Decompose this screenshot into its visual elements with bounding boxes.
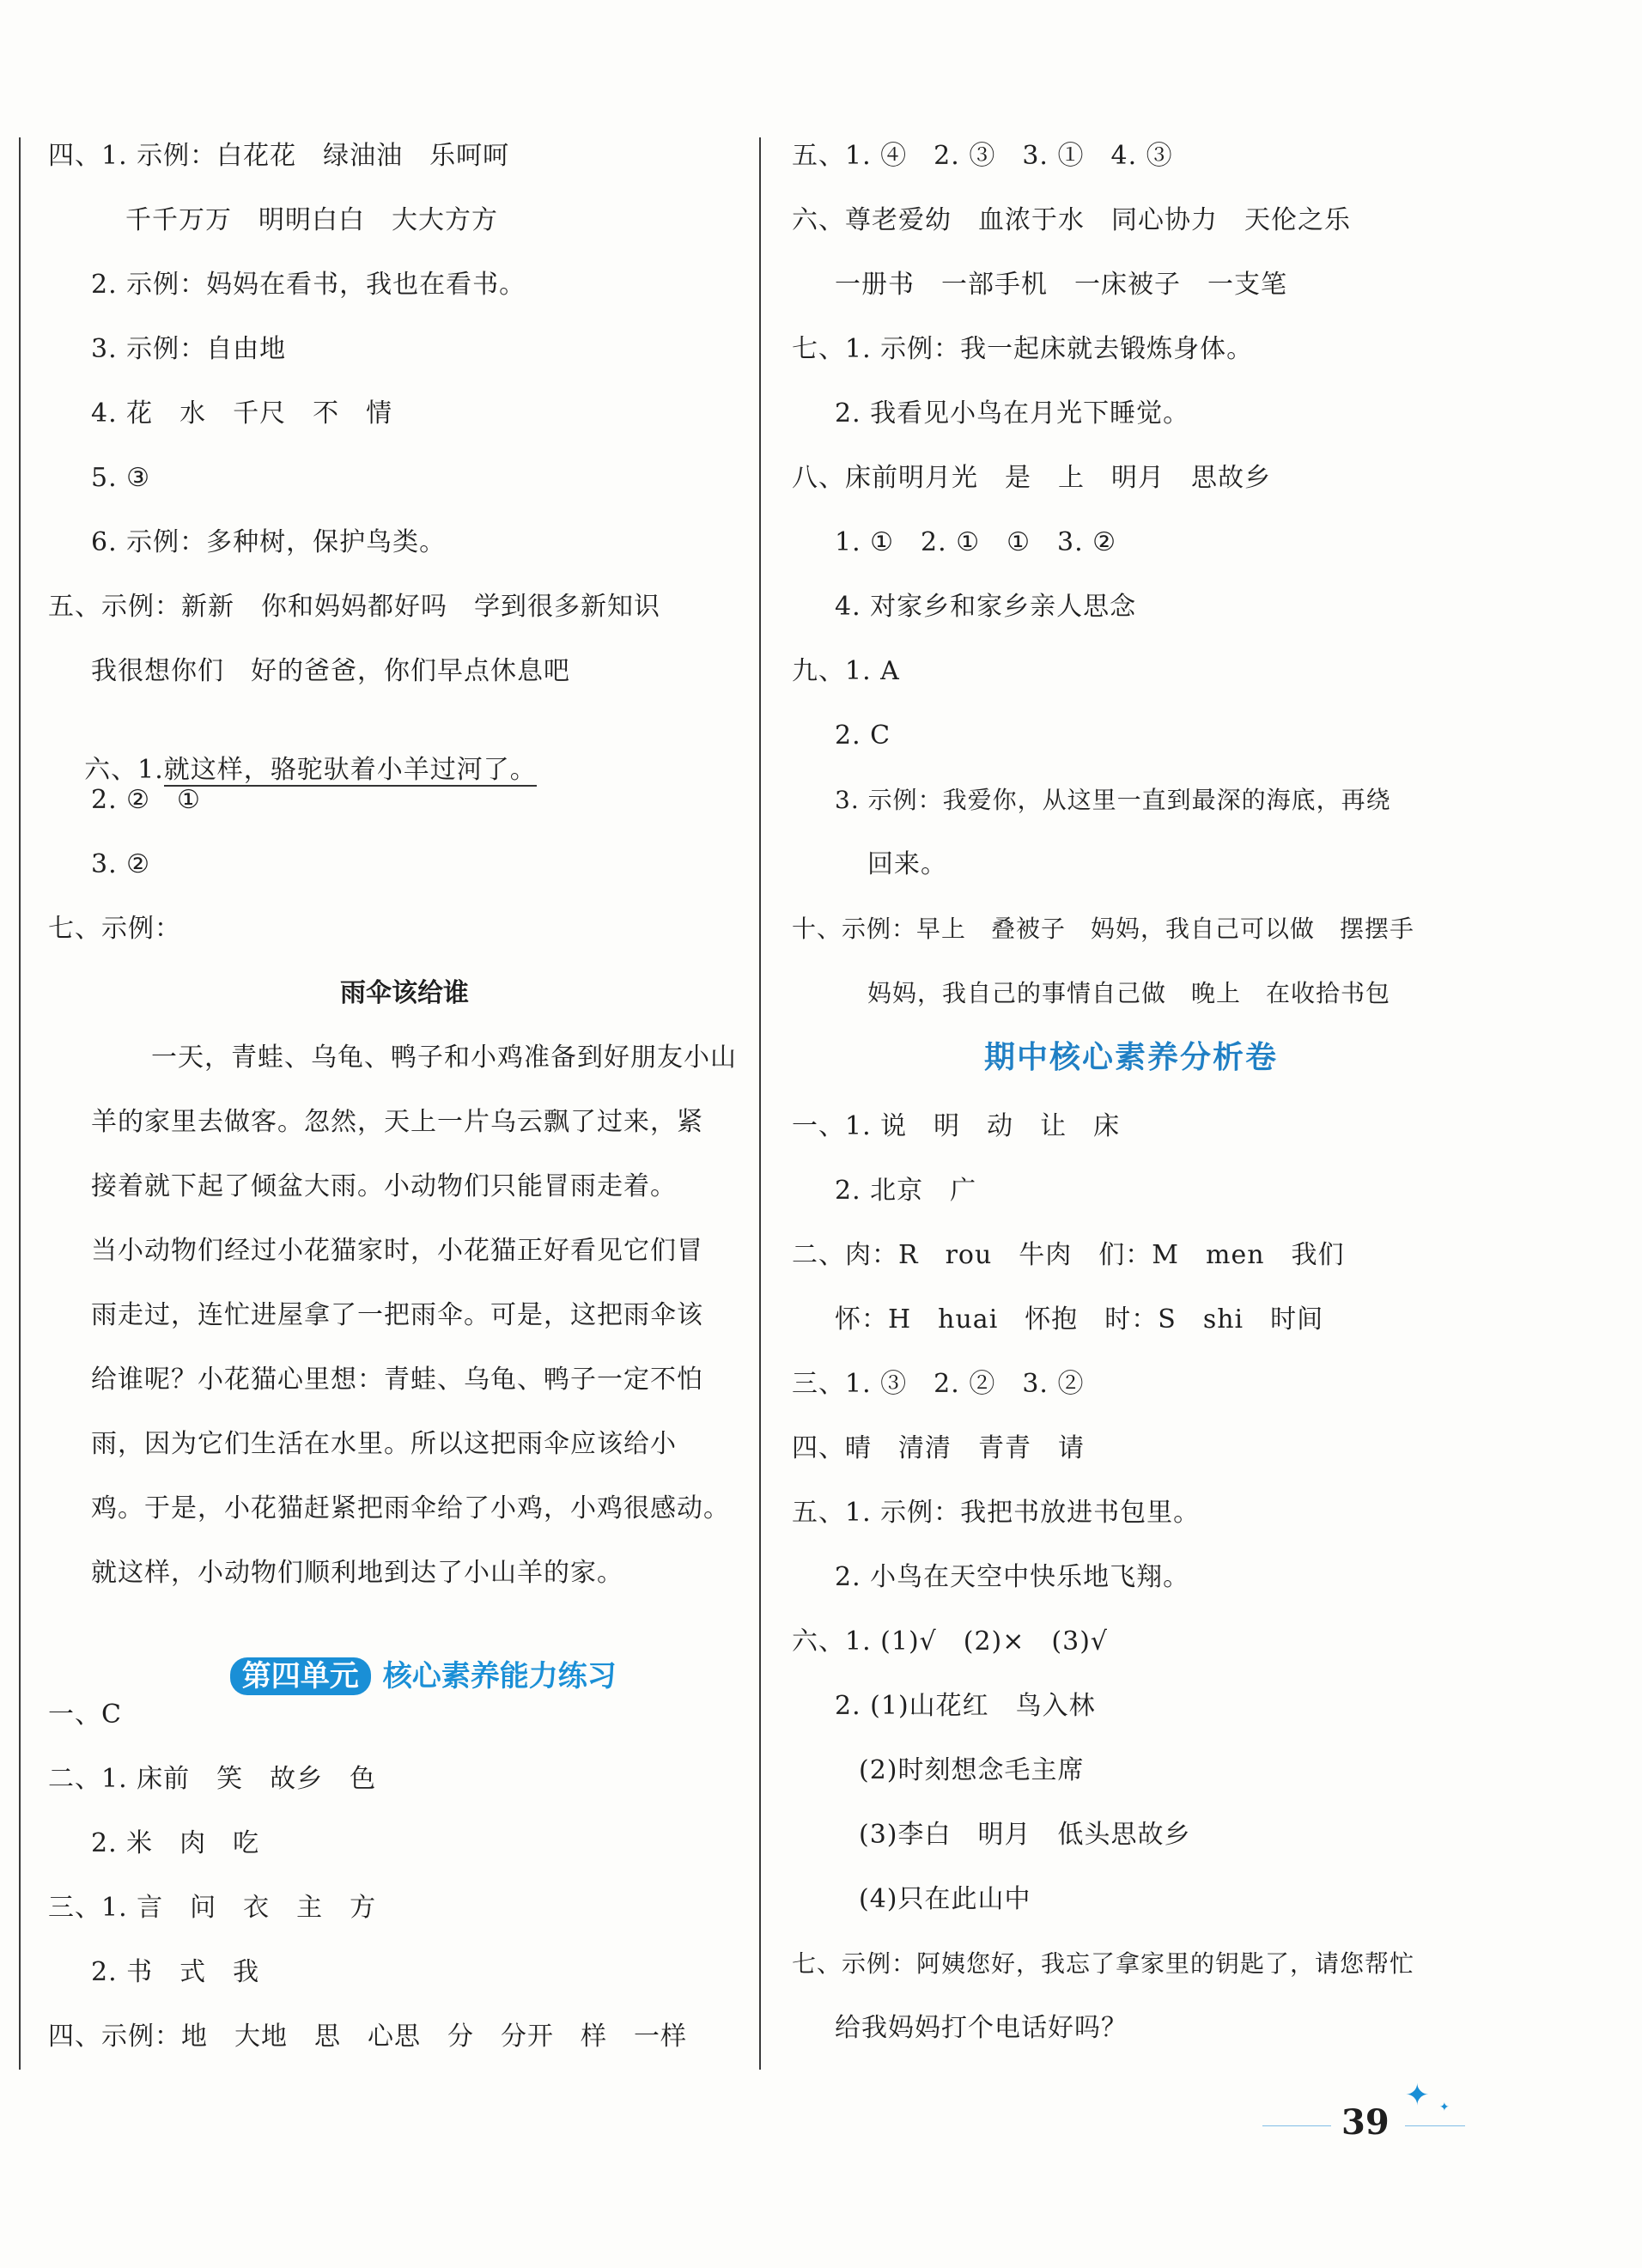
answer-line: 九、1. A [792,656,900,686]
answer-line: 七、示例： [48,914,181,944]
essay-line: 雨，因为它们生活在水里。所以这把雨伞应该给小 [91,1429,677,1459]
answer-line: 一册书 一部手机 一床被子 一支笔 [835,270,1287,300]
footer-rule [1262,2125,1331,2126]
answer-line: (4)只在此山中 [859,1884,1031,1914]
essay-line: 羊的家里去做客。忽然，天上一片乌云飘了过来，紧 [91,1107,703,1137]
answer-line: 千千万万 明明白白 大大方方 [125,205,498,235]
footer-rule-right [1405,2125,1465,2126]
essay-line: 雨走过，连忙进屋拿了一把雨伞。可是，这把雨伞该 [91,1300,703,1330]
answer-line: 3. 示例：自由地 [91,334,287,364]
answer-line: 八、床前明月光 是 上 明月 思故乡 [792,463,1271,493]
answer-line: 3. ② [91,849,151,879]
answer-line: 五、示例：新新 你和妈妈都好吗 学到很多新知识 [48,592,660,622]
unit-heading [194,1623,617,1730]
answer-line: 二、肉：R rou 牛肉 们：M men 我们 [792,1240,1345,1270]
essay-line: 给谁呢？小花猫心里想：青蛙、乌龟、鸭子一定不怕 [91,1365,703,1395]
answer-line: 三、1. 言 问 衣 主 方 [48,1893,377,1923]
small-star-icon: ✦ [1439,2101,1450,2114]
answer-line: 十、示例：早上 叠被子 妈妈，我自己可以做 摆摆手 [792,915,1415,943]
column-divider [759,137,761,2070]
unit-title: 核心素养能力练习 [382,1659,617,1693]
answer-line: 6. 示例：多种树，保护鸟类。 [91,527,447,557]
answer-line: 四、示例：地 大地 思 心思 分 分开 样 一样 [48,2022,687,2052]
answer-line: 一、1. 说 明 动 让 床 [792,1111,1121,1141]
answer-line: 2. C [835,721,891,751]
answer-line: 3. 示例：我爱你，从这里一直到最深的海底，再绕 [835,786,1391,814]
answer-line: 六、尊老爱幼 血浓于水 同心协力 天伦之乐 [792,205,1351,235]
answer-line: 二、1. 床前 笑 故乡 色 [48,1764,377,1794]
answer-line: 4. 对家乡和家乡亲人思念 [835,592,1137,622]
answer-line: 四、晴 清清 青青 请 [792,1433,1085,1463]
answer-line: (2)时刻想念毛主席 [859,1755,1085,1785]
answer-line: 2. 示例：妈妈在看书，我也在看书。 [91,270,526,300]
essay-line: 鸡。于是，小花猫赶紧把雨伞给了小鸡，小鸡很感动。 [91,1493,730,1523]
answer-line: 五、1. ④ 2. ③ 3. ① 4. ③ [792,141,1173,171]
answer-line: 给我妈妈打个电话好吗？ [835,2013,1128,2043]
essay-line: 一天，青蛙、乌龟、鸭子和小鸡准备到好朋友小山 [151,1043,737,1073]
left-margin-rule [19,137,21,2070]
answer-line: 2. 书 式 我 [91,1957,260,1987]
essay-line: 当小动物们经过小花猫家时，小花猫正好看见它们冒 [91,1236,703,1266]
answer-line: 2. 北京 广 [835,1176,977,1206]
answer-line: 2. 米 肉 吃 [91,1828,260,1858]
answer-line: 2. (1)山花红 鸟入林 [835,1691,1096,1721]
answer-line: 1. ① 2. ① ① 3. ② [835,527,1117,557]
answer-line: 2. ② ① [91,785,201,815]
answer-line: 四、1. 示例：白花花 绿油油 乐呵呵 [48,141,510,171]
page-number: 39 [1341,2102,1390,2143]
answer-line: 妈妈，我自己的事情自己做 晚上 在收拾书包 [867,979,1391,1007]
question-number: 六、1. [84,755,164,785]
essay-line: 接着就下起了倾盆大雨。小动物们只能冒雨走着。 [91,1171,677,1201]
answer-line: 2. 小鸟在天空中快乐地飞翔。 [835,1562,1190,1592]
answer-line: 三、1. ③ 2. ② 3. ② [792,1369,1085,1399]
answer-line: 七、示例：阿姨您好，我忘了拿家里的钥匙了，请您帮忙 [792,1949,1415,1978]
answer-line: 七、1. 示例：我一起床就去锻炼身体。 [792,334,1254,364]
answer-line: 一、C [48,1699,122,1730]
star-icon: ✦ [1405,2078,1430,2113]
unit-badge: 第四单元 [230,1657,371,1695]
underlined-answer: 就这样，骆驼驮着小羊过河了。 [163,755,537,785]
section-title: 期中核心素养分析卷 [984,1040,1279,1075]
answer-line: 我很想你们 好的爸爸，你们早点休息吧 [91,656,570,686]
answer-line: 2. 我看见小鸟在月光下睡觉。 [835,398,1190,429]
answer-line: 六、1. (1)√ (2)× (3)√ [792,1627,1109,1657]
essay-line: 就这样，小动物们顺利地到达了小山羊的家。 [91,1558,623,1588]
essay-title: 雨伞该给谁 [340,978,469,1008]
answer-line: (3)李白 明月 低头思故乡 [859,1820,1191,1850]
answer-line: 五、1. 示例：我把书放进书包里。 [792,1498,1201,1528]
answer-line: 5. ③ [91,463,151,493]
answer-line: 4. 花 水 千尺 不 情 [91,398,393,429]
answer-line: 怀：H huai 怀抱 时：S shi 时间 [835,1304,1324,1335]
answer-line: 回来。 [867,849,947,879]
